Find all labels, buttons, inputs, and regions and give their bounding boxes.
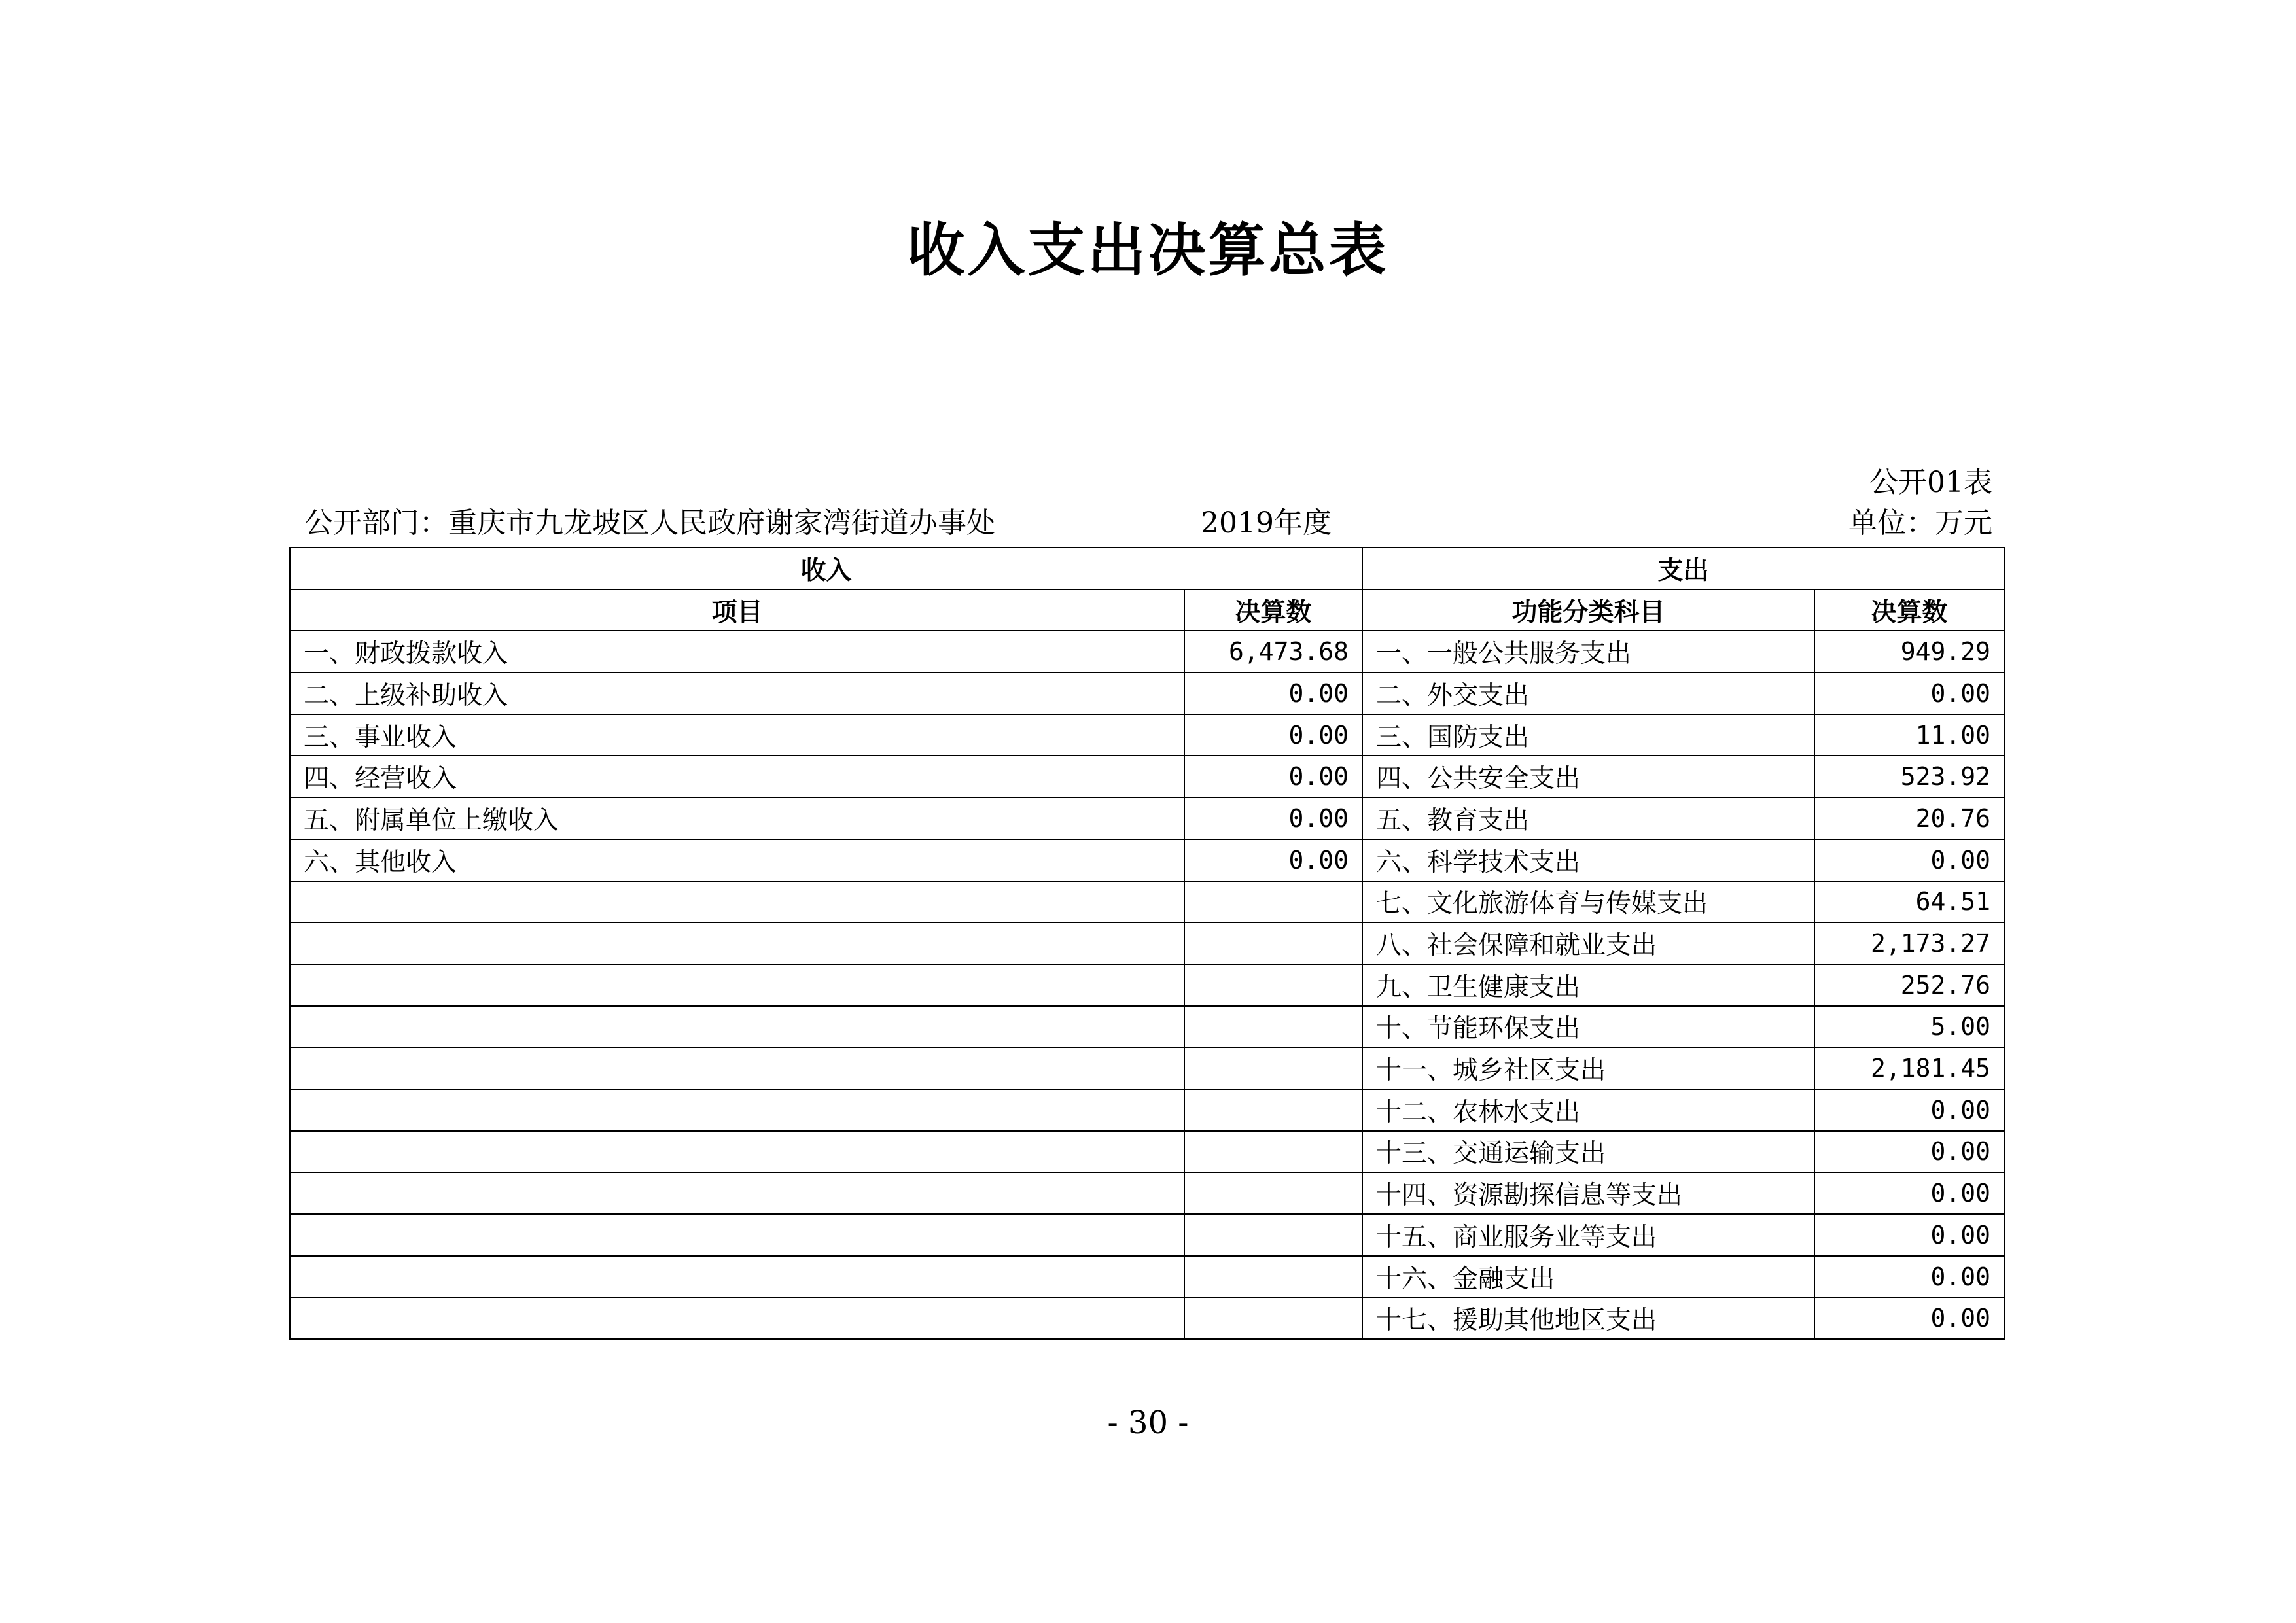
income-amount-cell [1184,1256,1362,1298]
income-item-cell: 二、上级补助收入 [290,672,1184,714]
income-amount-cell [1184,1297,1362,1339]
expense-amount-cell: 0.00 [1814,1089,2004,1131]
income-amount-cell [1184,964,1362,1006]
expense-item-cell: 十四、资源勘探信息等支出 [1362,1172,1814,1214]
expense-amount-cell: 0.00 [1814,839,2004,881]
expense-amount-cell: 5.00 [1814,1006,2004,1048]
expense-item-cell: 十二、农林水支出 [1362,1089,1814,1131]
expense-item-cell: 九、卫生健康支出 [1362,964,1814,1006]
expense-item-cell: 十七、援助其他地区支出 [1362,1297,1814,1339]
income-item-cell: 五、附属单位上缴收入 [290,797,1184,839]
expense-item-cell: 一、一般公共服务支出 [1362,631,1814,672]
table-row [290,1006,2004,1048]
table-row [290,881,2004,923]
expense-amount-cell: 20.76 [1814,797,2004,839]
income-amount-cell [1184,1131,1362,1173]
expense-amount-cell: 64.51 [1814,881,2004,923]
expense-item-cell: 二、外交支出 [1362,672,1814,714]
expense-amount-cell: 0.00 [1814,1131,2004,1173]
income-amount-cell: 0.00 [1184,672,1362,714]
expense-item-cell: 八、社会保障和就业支出 [1362,922,1814,964]
table-column-header-row [290,589,2004,631]
income-amount-header: 决算数 [1184,589,1362,631]
expense-amount-cell: 252.76 [1814,964,2004,1006]
table-row [290,1256,2004,1298]
income-item-cell [290,1172,1184,1214]
expense-item-cell: 三、国防支出 [1362,714,1814,756]
table-row [290,1131,2004,1173]
income-item-cell [290,1006,1184,1048]
income-amount-cell [1184,1006,1362,1048]
page-title: 收入支出决算总表 [907,217,1389,284]
expense-amount-cell: 2,173.27 [1814,922,2004,964]
table-row [290,714,2004,756]
income-item-cell [290,1089,1184,1131]
income-item-cell: 六、其他收入 [290,839,1184,881]
expense-amount-cell: 0.00 [1814,1172,2004,1214]
income-expense-table [289,547,2005,1340]
income-item-cell [290,1297,1184,1339]
table-row [290,922,2004,964]
income-item-cell [290,922,1184,964]
income-item-cell [290,1131,1184,1173]
expense-item-cell: 十六、金融支出 [1362,1256,1814,1298]
income-item-cell [290,964,1184,1006]
income-amount-cell [1184,1172,1362,1214]
expense-item-cell: 六、科学技术支出 [1362,839,1814,881]
income-amount-cell: 6,473.68 [1184,631,1362,672]
income-item-cell: 一、财政拨款收入 [290,631,1184,672]
income-amount-cell: 0.00 [1184,839,1362,881]
table-row [290,1047,2004,1089]
income-group-header: 收入 [290,548,1362,589]
income-amount-cell [1184,881,1362,923]
table-row [290,1089,2004,1131]
department-label: 公开部门：重庆市九龙坡区人民政府谢家湾街道办事处 [304,506,995,540]
table-row [290,672,2004,714]
table-row [290,839,2004,881]
income-amount-cell [1184,922,1362,964]
expense-amount-cell: 0.00 [1814,1256,2004,1298]
expense-item-cell: 五、教育支出 [1362,797,1814,839]
table-row [290,1172,2004,1214]
table-row [290,1214,2004,1256]
expense-item-cell: 七、文化旅游体育与传媒支出 [1362,881,1814,923]
expense-amount-cell: 949.29 [1814,631,2004,672]
expense-item-cell: 四、公共安全支出 [1362,756,1814,797]
expense-amount-cell: 2,181.45 [1814,1047,2004,1089]
table-body [290,631,2004,1339]
expense-item-cell: 十一、城乡社区支出 [1362,1047,1814,1089]
income-amount-cell: 0.00 [1184,756,1362,797]
table-row [290,631,2004,672]
income-item-cell: 三、事业收入 [290,714,1184,756]
table-row [290,756,2004,797]
expense-item-cell: 十、节能环保支出 [1362,1006,1814,1048]
expense-amount-cell: 0.00 [1814,1214,2004,1256]
expense-amount-cell: 523.92 [1814,756,2004,797]
income-item-cell [290,1256,1184,1298]
table-row [290,964,2004,1006]
income-item-cell [290,1214,1184,1256]
income-item-cell [290,881,1184,923]
expense-amount-cell: 0.00 [1814,672,2004,714]
fiscal-year: 2019年度 [1201,506,1332,540]
unit-label: 单位：万元 [1848,506,1992,540]
table-row [290,1297,2004,1339]
income-amount-cell [1184,1089,1362,1131]
function-category-header: 功能分类科目 [1362,589,1814,631]
income-item-header: 项目 [290,589,1184,631]
expense-item-cell: 十三、交通运输支出 [1362,1131,1814,1173]
expense-amount-cell: 11.00 [1814,714,2004,756]
page-number: - 30 - [1107,1405,1189,1441]
expense-item-cell: 十五、商业服务业等支出 [1362,1214,1814,1256]
expense-group-header: 支出 [1362,548,2004,589]
expense-amount-header: 决算数 [1814,589,2004,631]
income-item-cell [290,1047,1184,1089]
income-amount-cell [1184,1214,1362,1256]
table-row [290,797,2004,839]
form-number: 公开01表 [1869,466,1992,499]
expense-amount-cell: 0.00 [1814,1297,2004,1339]
meta-row [304,504,1992,543]
income-item-cell: 四、经营收入 [290,756,1184,797]
income-amount-cell: 0.00 [1184,797,1362,839]
income-amount-cell [1184,1047,1362,1089]
income-amount-cell: 0.00 [1184,714,1362,756]
table-group-header-row [290,548,2004,589]
